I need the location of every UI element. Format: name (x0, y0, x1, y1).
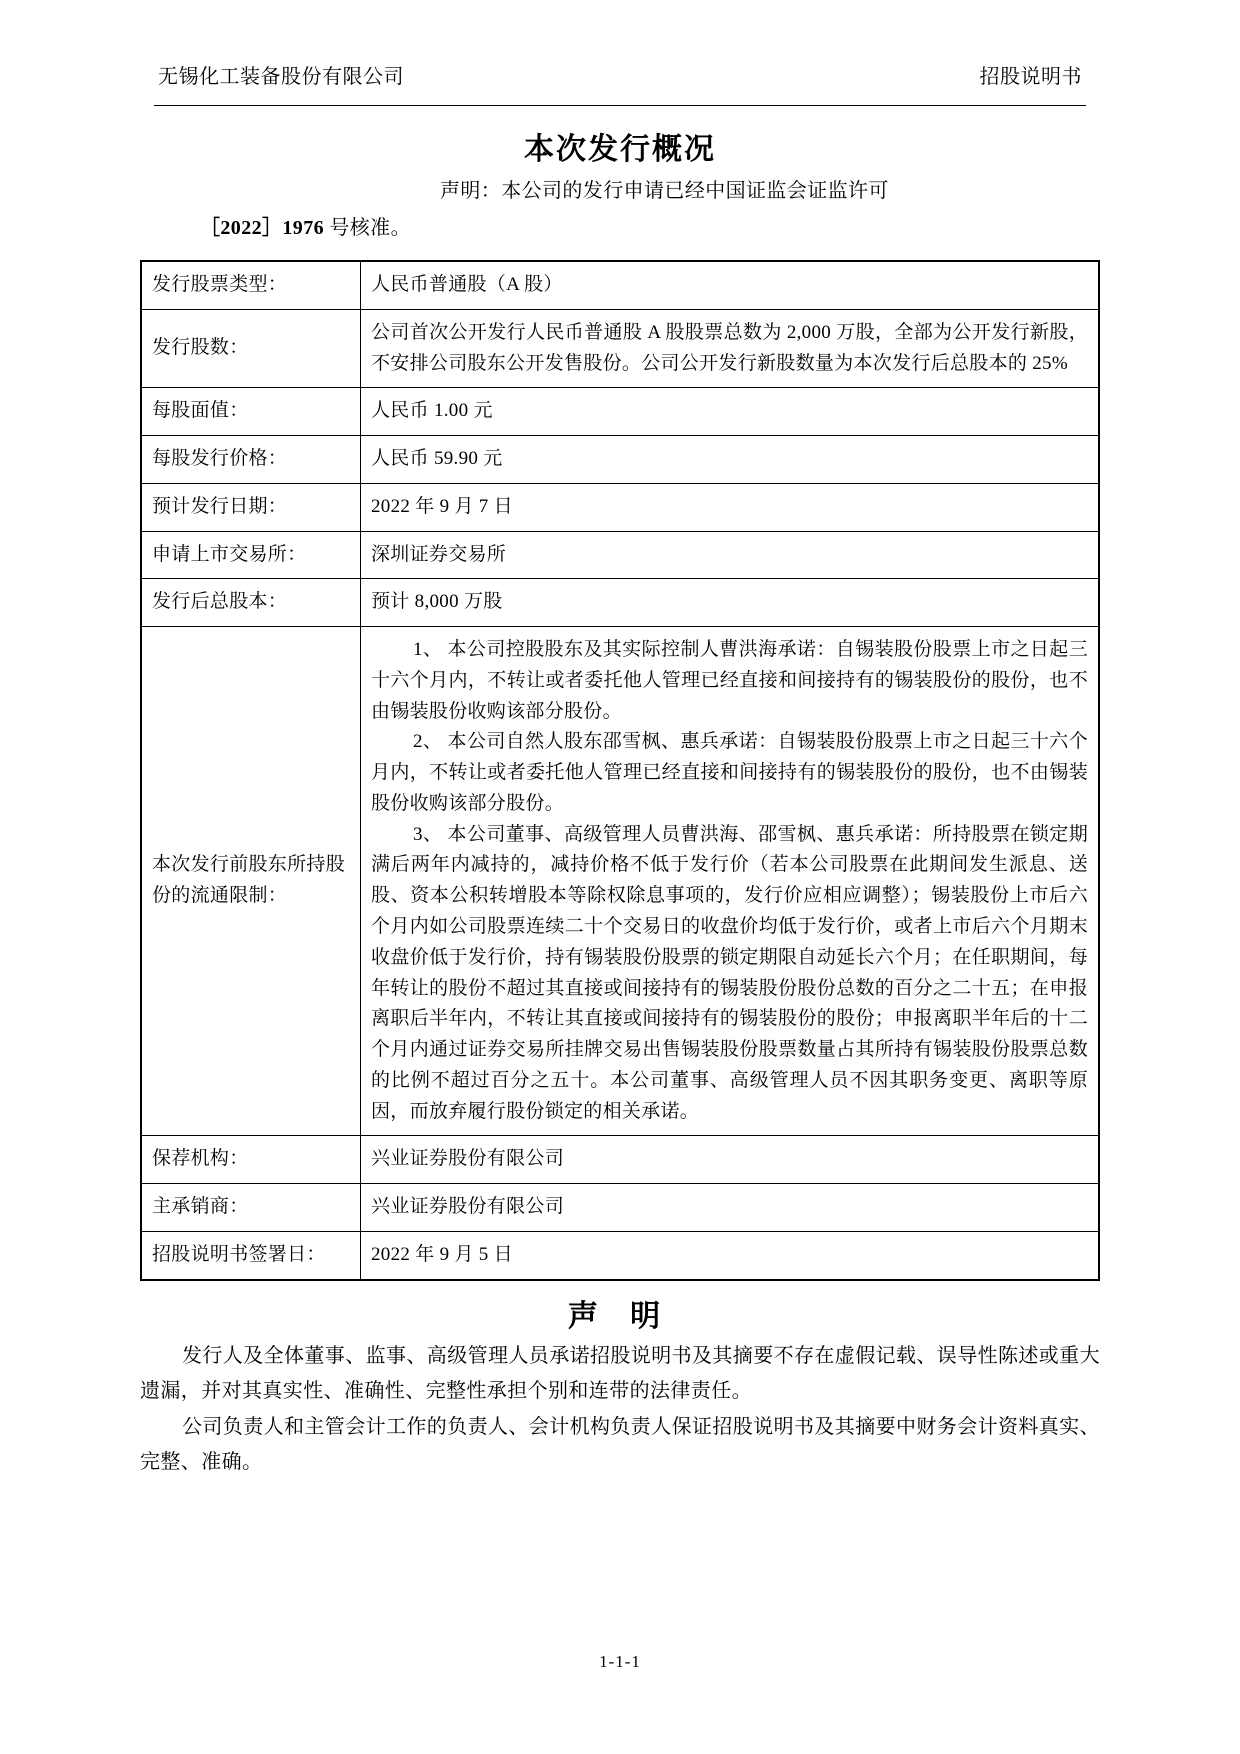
row-value: 深圳证券交易所 (361, 531, 1100, 579)
declaration-paragraph: 发行人及全体董事、监事、高级管理人员承诺招股说明书及其摘要不存在虚假记载、误导性陈述或重大遗漏，并对其真实性、准确性、完整性承担个别和连带的法律责任。 (140, 1344, 1100, 1403)
row-value: 公司首次公开发行人民币普通股 A 股股票总数为 2,000 万股，全部为公开发行新股，不安排公司股东公开发售股份。公司公开发行新股数量为本次发行后总股本的 25% (361, 309, 1100, 388)
section-title-declaration: 声 明 (567, 1299, 673, 1333)
row-label: 保荐机构： (141, 1136, 361, 1184)
row-value: 兴业证券股份有限公司 (361, 1136, 1100, 1184)
table-row (141, 531, 1099, 579)
row-label: 主承销商： (141, 1184, 361, 1232)
table-row (141, 483, 1099, 531)
row-value: 人民币普通股（A 股） (361, 261, 1100, 309)
restriction-clause: 2、 本公司自然人股东邵雪枫、惠兵承诺：自锡装股份股票上市之日起三十六个月内，不转让或者委托他人管理已经直接和间接持有的锡装股份的股份，也不由锡装股份收购该部分股份。 (371, 731, 1088, 814)
table-row (141, 1184, 1099, 1232)
table-row (141, 309, 1099, 388)
row-label: 发行股数： (141, 309, 361, 388)
row-value: 兴业证券股份有限公司 (361, 1184, 1100, 1232)
approval-number-line (140, 211, 1100, 246)
row-label: 每股面值： (141, 388, 361, 436)
row-value: 人民币 59.90 元 (361, 436, 1100, 484)
page-title: 本次发行概况 (524, 133, 716, 166)
issue-overview-table (140, 260, 1100, 1281)
row-value (361, 627, 1100, 1136)
table-row (141, 261, 1099, 309)
header-company-name: 无锡化工装备股份有限公司 (158, 66, 404, 88)
row-label: 招股说明书签署日： (141, 1231, 361, 1279)
approval-number: ［2022］1976 (200, 217, 324, 239)
page-number: 1-1-1 (599, 1652, 641, 1671)
restriction-clause: 1、 本公司控股股东及其实际控制人曹洪海承诺：自锡装股份股票上市之日起三十六个月内，不转让或者委托他人管理已经直接和间接持有的锡装股份的股份，也不由锡装股份收购该部分股份。 (371, 639, 1088, 722)
restriction-clause: 3、 本公司董事、高级管理人员曹洪海、邵雪枫、惠兵承诺：所持股票在锁定期满后两年内减持的，减持价格不低于发行价（若本公司股票在此期间发生派息、送股、资本公积转增股本等除权除息事项的，发行价应相应调整）；锡装股份上市后六个月内如公司股票连续二十个交易日的收盘价均低于发行价，或者上市后六个月期末收盘价低于发行价，持有锡装股份股票的锁定期限自动延长六个月；在任职期间，每年转让的股份不超过其直接或间接持有的锡装股份股份总数的百分之二十五；在申报离职后半年内，不转让其直接或间接持有的锡装股份的股份；申报离职半年后的十二个月内通过证券交易所挂牌交易出售锡装股份股票数量占其所持有锡装股份股票总数的比例不超过百分之五十。本公司董事、高级管理人员不因其职务变更、离职等原因，而放弃履行股份锁定的相关承诺。 (371, 823, 1088, 1122)
row-label: 预计发行日期： (141, 483, 361, 531)
row-value: 2022 年 9 月 7 日 (361, 483, 1100, 531)
header-divider (154, 105, 1086, 106)
header-doc-type: 招股说明书 (979, 66, 1082, 88)
table-row (141, 388, 1099, 436)
declaration-lead-text: 声明：本公司的发行申请已经中国证监会证监许可 (440, 180, 889, 202)
declaration-paragraph: 公司负责人和主管会计工作的负责人、会计机构负责人保证招股说明书及其摘要中财务会计资料真实、完整、准确。 (140, 1415, 1100, 1474)
table-row-share-restrictions (141, 627, 1099, 1136)
table-row (141, 1136, 1099, 1184)
row-label: 本次发行前股东所持股份的流通限制： (141, 627, 361, 1136)
running-header (140, 60, 1100, 89)
row-value: 预计 8,000 万股 (361, 579, 1100, 627)
row-label: 发行后总股本： (141, 579, 361, 627)
row-label: 申请上市交易所： (141, 531, 361, 579)
table-row (141, 1231, 1099, 1279)
row-value: 人民币 1.00 元 (361, 388, 1100, 436)
row-label: 每股发行价格： (141, 436, 361, 484)
row-value: 2022 年 9 月 5 日 (361, 1231, 1100, 1279)
approval-number-suffix: 号核准。 (324, 217, 411, 239)
row-label: 发行股票类型： (141, 261, 361, 309)
table-row (141, 436, 1099, 484)
table-row (141, 579, 1099, 627)
